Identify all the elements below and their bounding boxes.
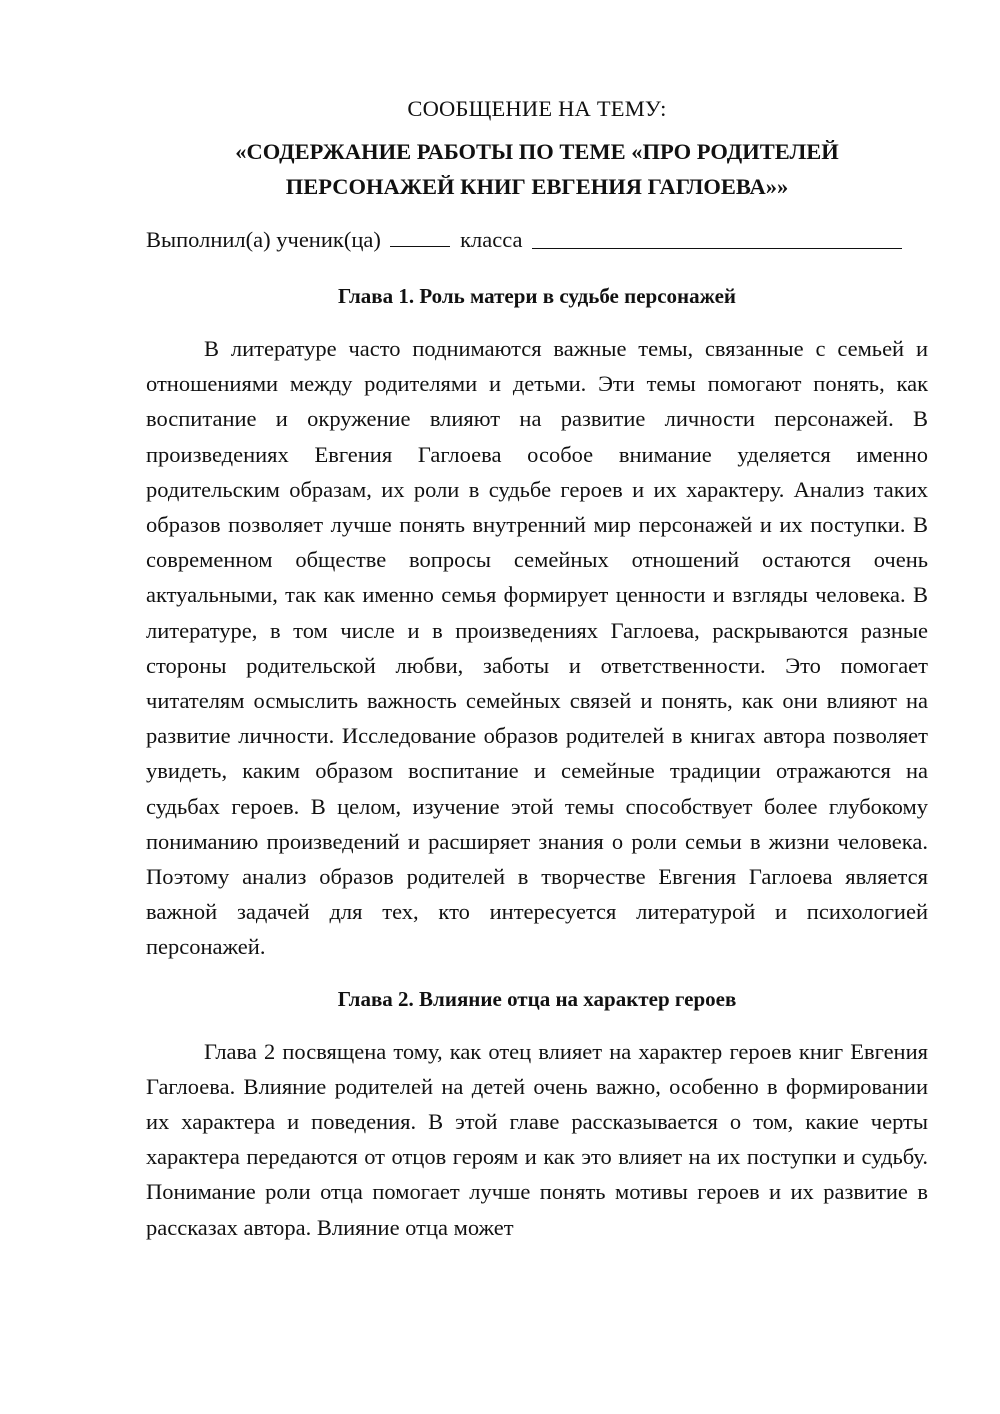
chapter-1-title: Глава 1. Роль матери в судьбе персонажей [337,284,737,308]
document-title-line-2: ПЕРСОНАЖЕЙ КНИГ ЕВГЕНИЯ ГАГЛОЕВА»» [285,174,789,199]
chapter-2-paragraph: Глава 2 посвящена тому, как отец влияет на характер героев книг Евгения Гаглоева. Влияние родителей на детей очень важно, особенно в формировании их характера и поведения. В этой главе рассказывается о том, какие черты характера передаются от отцов героям и как это влияет на их поступки и судьбу. Понимание роли отца помогает лучше понять мотивы героев и их развитие в рассказах автора. Влияние отца может [146,1038,928,1240]
document-title-line-1: «СОДЕРЖАНИЕ РАБОТЫ ПО ТЕМЕ «ПРО РОДИТЕЛЕЙ [235,139,839,164]
chapter-2-title: Глава 2. Влияние отца на характер героев [337,986,737,1011]
document-page [146,92,928,1262]
student-label: Выполнил(а) ученик(ца) [146,227,381,252]
document-title [146,134,928,204]
class-blank-line [532,226,902,249]
chapter-1-paragraph: В литературе часто поднимаются важные темы, связанные с семьей и отношениями между родителями и детьми. Эти темы помогают понять, как воспитание и окружение влияют на развитие личности персонажей. В произведениях Евгения Гаглоева особое внимание уделяется именно родительским образам, их роли в судьбе героев и их характеру. Анализ таких образов позволяет лучше понять внутренний мир персонажей и их поступки. В современном обществе вопросы семейных отношений остаются очень актуальными, так как именно семья формирует ценности и взгляды человека. В литературе, в том числе и в произведениях Гаглоева, раскрываются разные стороны родительской любви, заботы и ответственности. Это помогает читателям осмыслить важность семейных связей и понять, как они влияют на развитие личности. Исследование образов родителей в книгах автора позволяет увидеть, каким образом воспитание и семейные традиции отражаются на судьбах героев. В целом, изучение этой темы способствует более глубокому пониманию произведений и расширяет знания о роли семьи в жизни человека. Поэтому анализ образов родителей в творчестве Евгения Гаглоева является важной задачей для тех, кто интересуется литературой и психологией персонажей. [146,336,928,960]
document-heading-pre: СООБЩЕНИЕ НА ТЕМУ: [407,96,667,121]
student-info-line [146,223,928,257]
class-label: класса [460,227,523,252]
grade-blank-line [390,224,450,247]
